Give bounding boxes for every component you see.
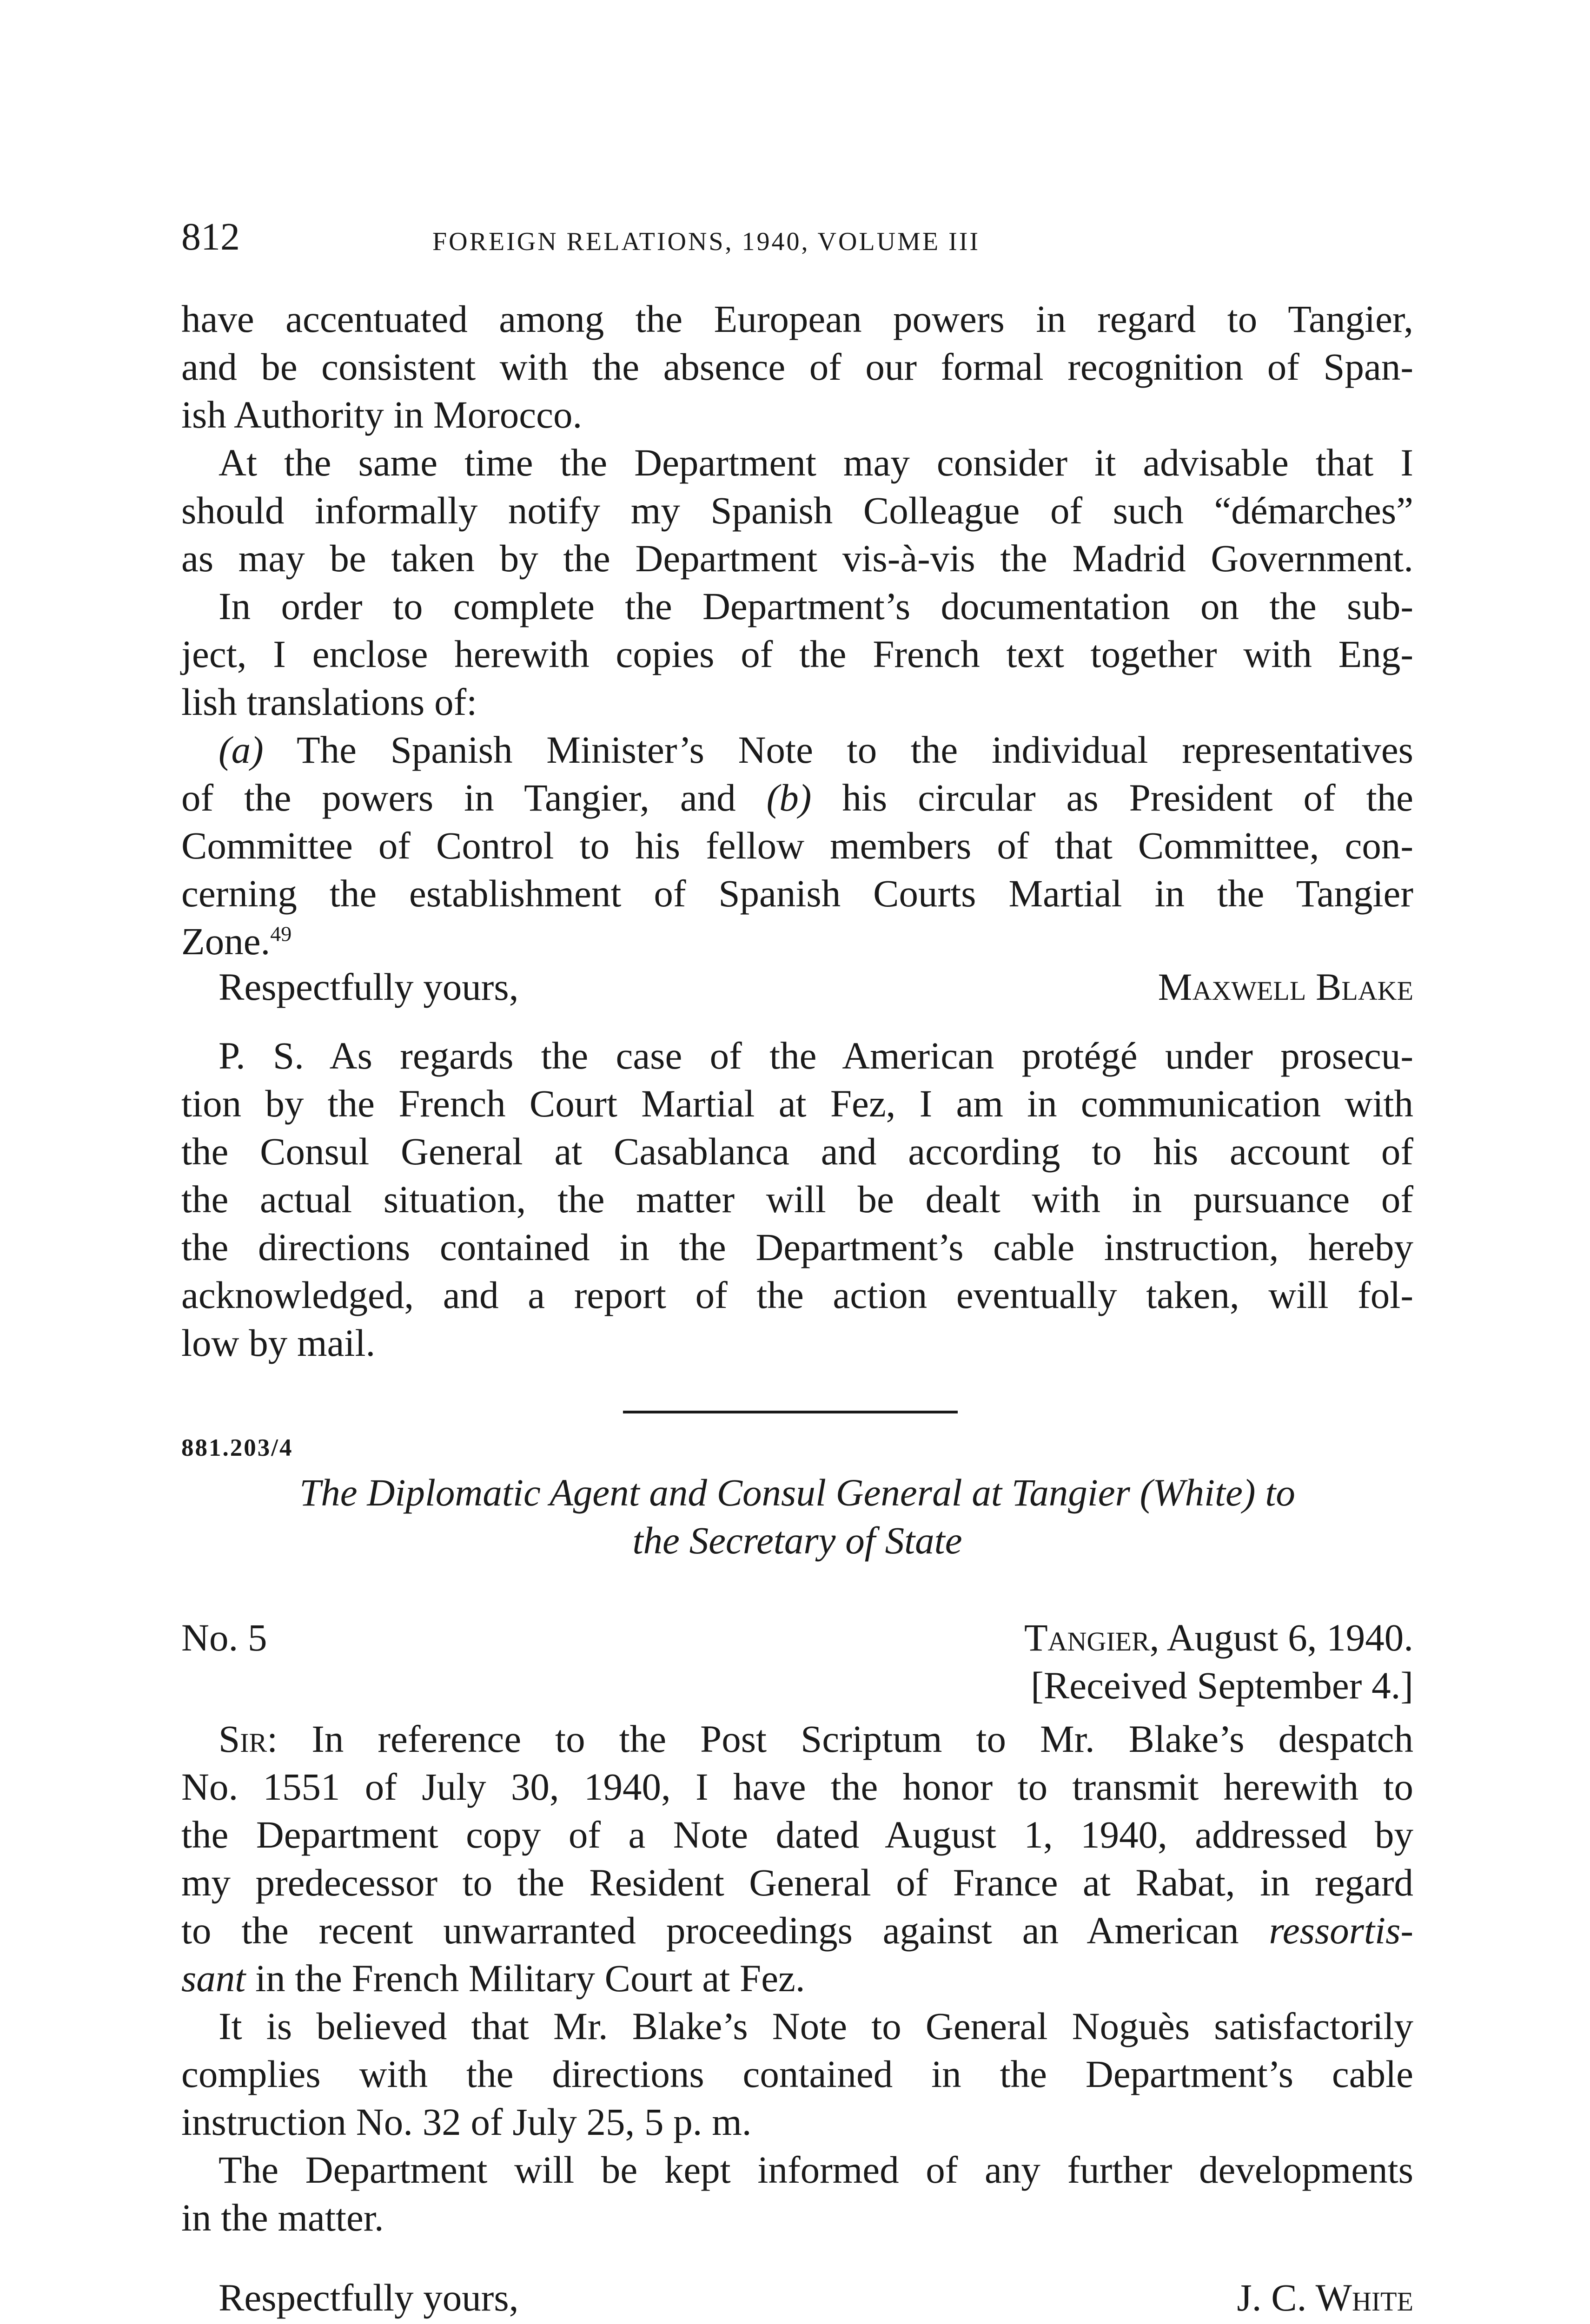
dateline-row xyxy=(181,1615,1413,1666)
text-line: P. S. As regards the case of the American protégé under prosecu- xyxy=(219,1034,1413,1077)
text-span: in the French Military Court at Fez. xyxy=(255,1957,805,2000)
enum-b: (b) xyxy=(766,776,812,819)
signature: J. C. White xyxy=(1237,2276,1413,2319)
text-line: Committee of Control to his fellow members of that Committee, con- xyxy=(181,824,1413,867)
text-line: tion by the French Court Martial at Fez, I am in communication with xyxy=(181,1082,1413,1125)
place: Tangier xyxy=(1024,1616,1150,1659)
title-line: the Secretary of State xyxy=(632,1519,962,1562)
text-span: Zone. xyxy=(181,920,271,963)
text-span: The Spanish Minister’s Note to the individual representatives xyxy=(296,728,1413,771)
text-line: No. 1551 of July 30, 1940, I have the honor to transmit herewith to xyxy=(181,1765,1413,1808)
date: , August 6, 1940. xyxy=(1149,1616,1413,1659)
document-title xyxy=(181,1469,1413,1565)
text-line: ject, I enclose herewith copies of the French text together with Eng- xyxy=(181,633,1413,675)
text-line: At the same time the Department may consider it advisable that I xyxy=(219,441,1413,484)
text-line: ish Authority in Morocco. xyxy=(181,393,583,436)
text-span: to the recent unwarranted proceedings against an American xyxy=(181,1909,1239,1952)
closing-row xyxy=(181,964,1413,1016)
text-line: the actual situation, the matter will be dealt with in pursuance of xyxy=(181,1178,1413,1221)
text-line xyxy=(181,774,1413,822)
text-line: low by mail. xyxy=(181,1321,376,1364)
title-line: The Diplomatic Agent and Consul General at Tangier (White) to xyxy=(299,1471,1295,1514)
text-line xyxy=(181,1954,1413,2002)
text-line: In order to complete the Department’s documentation on the sub- xyxy=(219,585,1413,627)
text-line: my predecessor to the Resident General of France at Rabat, in regard xyxy=(181,1861,1413,1904)
text-line: the Consul General at Casablanca and according to his account of xyxy=(181,1130,1413,1173)
letter-body xyxy=(181,295,1413,965)
salutation: Sir xyxy=(219,1717,267,1760)
text-line xyxy=(181,726,1413,774)
text-line: have accentuated among the European powers in regard to Tangier, xyxy=(181,297,1413,340)
running-head: FOREIGN RELATIONS, 1940, VOLUME III xyxy=(432,227,980,256)
text-line xyxy=(181,1715,1413,1763)
text-span: sant xyxy=(181,1957,246,2000)
file-number: 881.203/4 xyxy=(181,1434,293,1461)
text-line: in the matter. xyxy=(181,2196,384,2239)
text-line: lish translations of: xyxy=(181,680,477,723)
text-span: : In reference to the Post Scriptum to Mr. Blake’s despatch xyxy=(267,1717,1413,1760)
postscript xyxy=(181,1032,1413,1367)
text-span: ressortis- xyxy=(1269,1909,1414,1952)
footnote-ref: 49 xyxy=(270,922,292,946)
text-line: It is believed that Mr. Blake’s Note to General Noguès satisfactorily xyxy=(219,2005,1413,2047)
closing: Respectfully yours, xyxy=(219,2276,519,2319)
closing: Respectfully yours, xyxy=(219,965,519,1008)
text-span: his circular as President of the xyxy=(842,776,1414,819)
letter-body xyxy=(181,1715,1413,2242)
text-line xyxy=(181,918,1413,965)
text-line: as may be taken by the Department vis-à-vis the Madrid Government. xyxy=(181,537,1413,580)
enum-a: (a) xyxy=(219,728,264,771)
text-line xyxy=(181,1907,1413,1954)
text-line: and be consistent with the absence of our formal recognition of Span- xyxy=(181,345,1413,388)
text-line: cerning the establishment of Spanish Courts Martial in the Tangier xyxy=(181,872,1413,915)
page-number: 812 xyxy=(181,215,240,258)
despatch-number: No. 5 xyxy=(181,1616,267,1659)
text-line: The Department will be kept informed of any further developments xyxy=(219,2148,1413,2191)
text-line: acknowledged, and a report of the action eventually taken, will fol- xyxy=(181,1274,1413,1316)
dateline xyxy=(1024,1615,1413,1660)
closing-row xyxy=(181,2275,1413,2324)
text-line: the Department copy of a Note dated August 1, 1940, addressed by xyxy=(181,1813,1413,1856)
text-line: instruction No. 32 of July 25, 5 p. m. xyxy=(181,2100,752,2143)
received-date: [Received September 4.] xyxy=(1031,1664,1413,1707)
text-line: complies with the directions contained in the Department’s cable xyxy=(181,2053,1413,2095)
signature: Maxwell Blake xyxy=(1158,965,1413,1008)
text-line: should informally notify my Spanish Colleague of such “démarches” xyxy=(181,489,1413,532)
text-span: of the powers in Tangier, and xyxy=(181,776,736,819)
text-line: the directions contained in the Department’s cable instruction, hereby xyxy=(181,1226,1413,1268)
section-divider xyxy=(623,1411,958,1413)
